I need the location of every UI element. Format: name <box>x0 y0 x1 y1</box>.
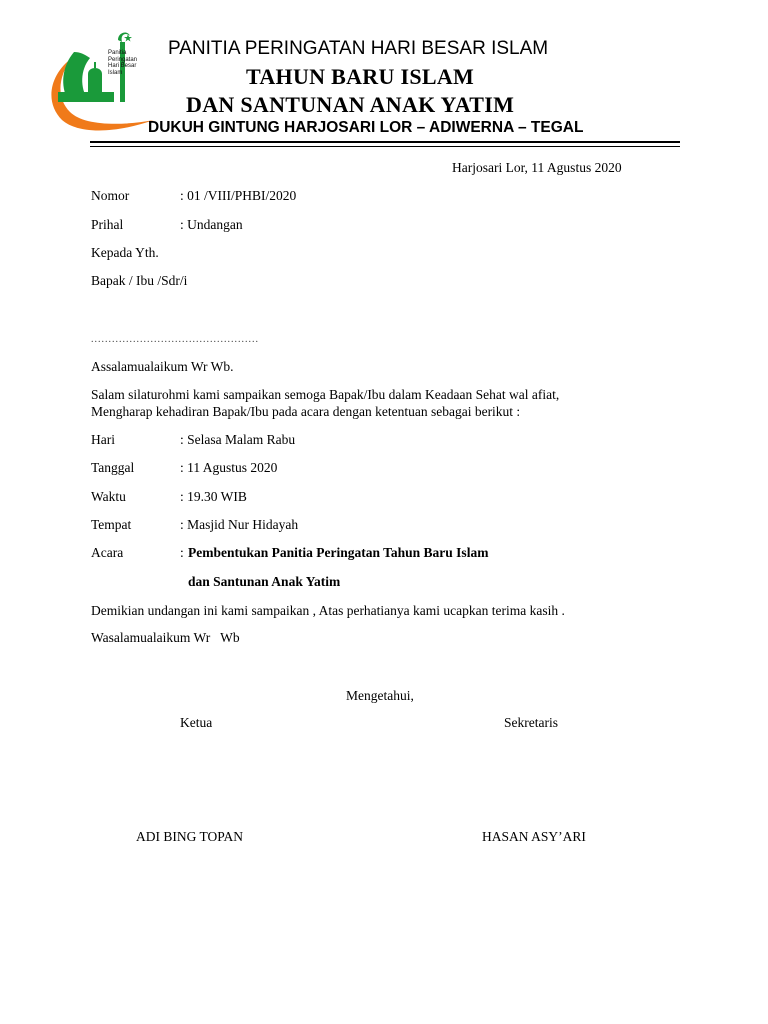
header-rule-thin <box>90 146 680 147</box>
recipient: Bapak / Ibu /Sdr/i <box>91 273 188 288</box>
letterhead-address: DUKUH GINTUNG HARJOSARI LOR – ADIWERNA – TEGAL <box>148 119 584 136</box>
greeting: Assalamualaikum Wr Wb. <box>91 359 234 374</box>
closing-line: Demikian undangan ini kami sampaikan , Atas perhatianya kami ucapkan terima kasih . <box>91 603 565 618</box>
letterhead-event-title: TAHUN BARU ISLAM <box>246 64 475 89</box>
hari-label: Hari <box>91 432 115 447</box>
prihal-label: Prihal <box>91 217 124 232</box>
logo-text-line: Hari Besar <box>108 63 137 70</box>
logo-text-line: Panitia <box>108 50 127 56</box>
letterhead-org-name: PANITIA PERINGATAN HARI BESAR ISLAM <box>168 38 549 59</box>
place-date: Harjosari Lor, 11 Agustus 2020 <box>452 160 622 175</box>
ketua-name: ADI BING TOPAN <box>136 829 244 844</box>
intro-line-1: Salam silaturohmi kami sampaikan semoga Bapak/Ibu dalam Keadaan Sehat wal afiat, <box>91 387 560 402</box>
acara-value-line-2: dan Santunan Anak Yatim <box>188 574 341 589</box>
committee-logo <box>44 30 162 134</box>
tanggal-label: Tanggal <box>91 460 135 475</box>
acara-colon: : <box>180 545 184 560</box>
mengetahui: Mengetahui, <box>346 688 414 703</box>
waktu-value: : 19.30 WIB <box>180 489 247 504</box>
acara-label: Acara <box>91 545 124 560</box>
tempat-value: : Masjid Nur Hidayah <box>180 517 299 532</box>
intro-line-2: Mengharap kehadiran Bapak/Ibu pada acara dengan ketentuan sebagai berikut : <box>91 404 521 419</box>
tanggal-value: : 11 Agustus 2020 <box>180 460 278 475</box>
ketua-title: Ketua <box>180 715 213 730</box>
tempat-label: Tempat <box>91 517 132 532</box>
header-rule-thick <box>90 141 680 143</box>
hari-value: : Selasa Malam Rabu <box>180 432 296 447</box>
waktu-label: Waktu <box>91 489 126 504</box>
mosque-crescent-logo-icon <box>44 30 162 134</box>
nomor-value: : 01 /VIII/PHBI/2020 <box>180 188 297 203</box>
logo-text-line: Islam <box>108 69 123 76</box>
nomor-label: Nomor <box>91 188 130 203</box>
sekretaris-name: HASAN ASY’ARI <box>482 829 586 844</box>
sekretaris-title: Sekretaris <box>504 715 558 730</box>
valediction: Wasalamualaikum Wr Wb <box>91 630 240 645</box>
logo-text <box>108 50 137 76</box>
acara-value-line-1: Pembentukan Panitia Peringatan Tahun Baru Islam <box>188 545 489 560</box>
prihal-value: : Undangan <box>180 217 243 232</box>
letterhead-event-subtitle: DAN SANTUNAN ANAK YATIM <box>186 92 515 117</box>
logo-text-line: Peringatan <box>108 56 138 63</box>
kepada-yth: Kepada Yth. <box>91 245 159 260</box>
recipient-dots: ................................................ <box>91 334 259 345</box>
